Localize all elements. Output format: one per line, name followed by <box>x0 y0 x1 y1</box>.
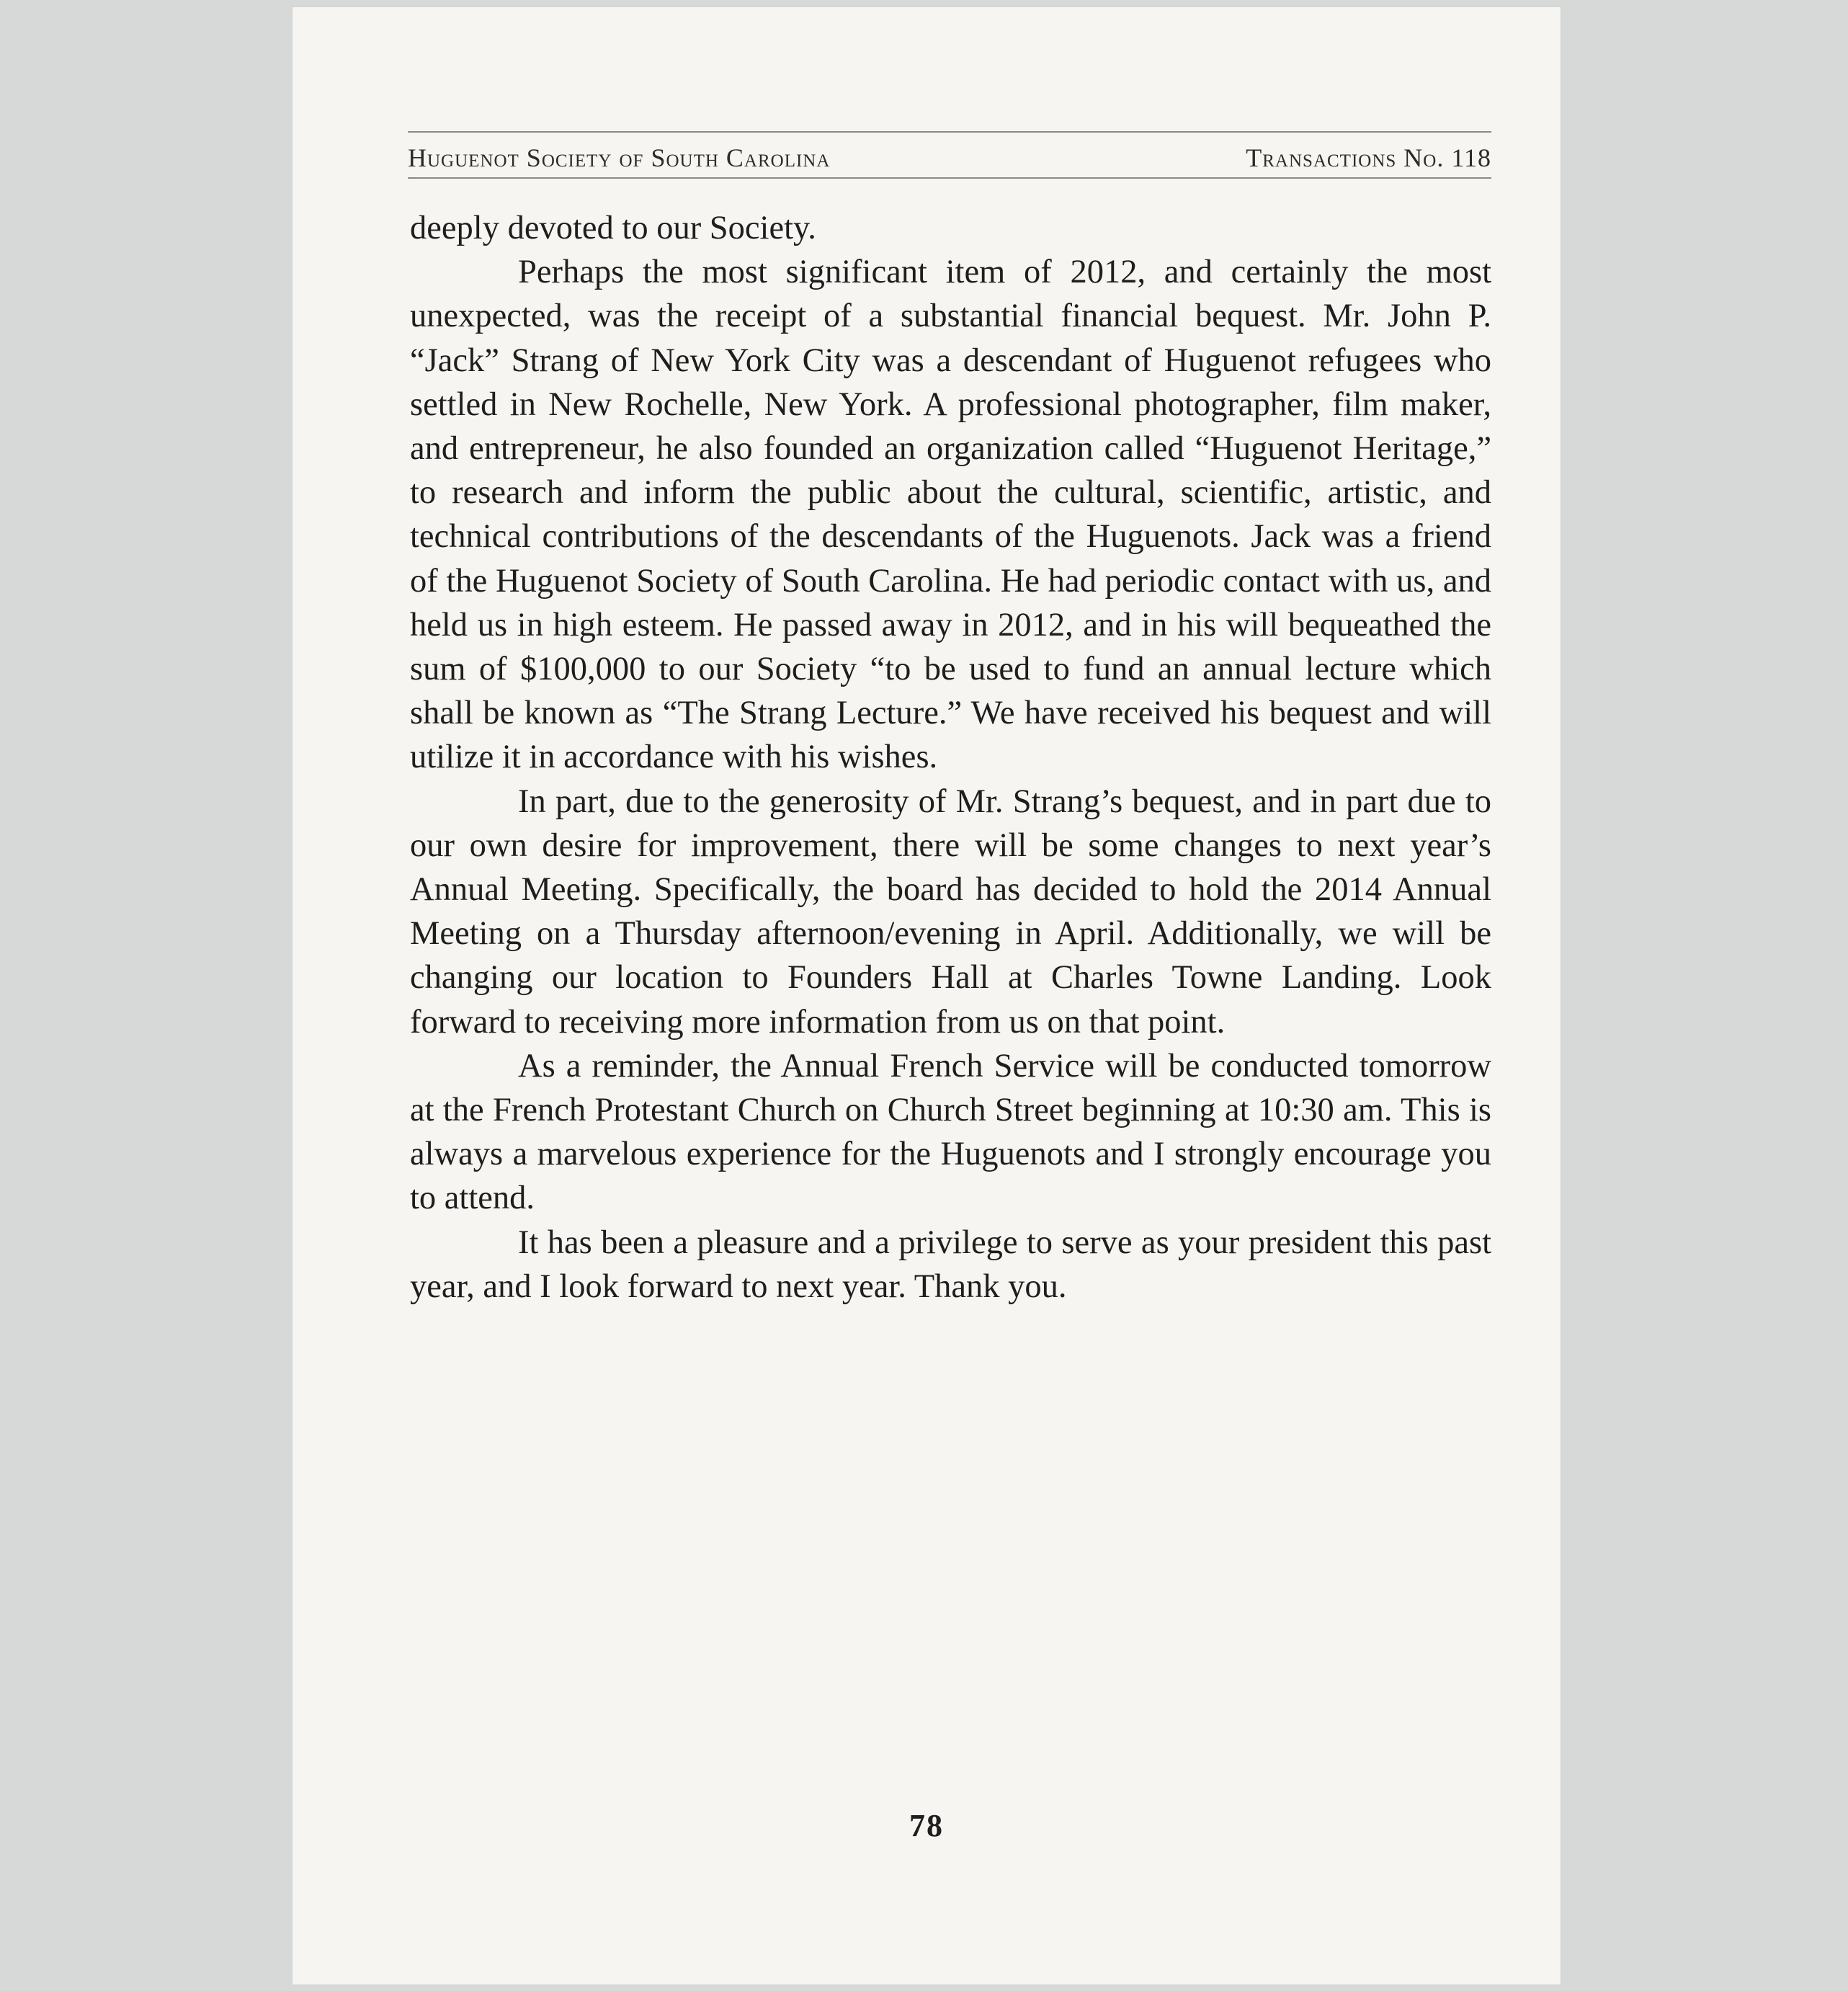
body-text <box>410 206 1491 1309</box>
paragraph-bequest: Perhaps the most significant item of 2012, and certainly the most unexpected, was the receipt of a substantial financial bequest. Mr. John P. “Jack” Strang of New York City was a descendant of Huguenot refugees who settled in New Rochelle, New York. A professional photographer, film maker, and entrepreneur, he also founded an organization called “Huguenot Heritage,” to research and inform the public about the cultural, scientific, artistic, and technical contributions of the descendants of the Huguenots. Jack was a friend of the Huguenot Society of South Carolina. He had periodic contact with us, and held us in high esteem. He passed away in 2012, and in his will bequeathed the sum of $100,000 to our Society “to be used to fund an annual lecture which shall be known as “The Strang Lecture.” We have received his bequest and will utilize it in accordance with his wishes. <box>410 254 1491 776</box>
paragraph-french-service: As a reminder, the Annual French Service will be conducted tomorrow at the French Protestant Church on Church Street beginning at 10:30 am. This is always a marvelous experience for the Huguenots and I strongly encourage you to attend. <box>410 1047 1491 1217</box>
running-head <box>408 131 1491 179</box>
paragraph-closing: It has been a pleasure and a privilege to serve as your president this past year, and I look forward to next year. Thank you. <box>410 1224 1491 1305</box>
running-head-volume: Transactions No. 118 <box>1246 143 1491 172</box>
page-number: 78 <box>909 1808 944 1843</box>
paragraph-continuation: deeply devoted to our Society. <box>410 210 816 246</box>
book-page <box>293 7 1561 1985</box>
paragraph-annual-meeting: In part, due to the generosity of Mr. Strang’s bequest, and in part due to our own desire for improvement, there will be some changes to next year’s Annual Meeting. Specifically, the board has decided to hold the 2014 Annual Meeting on a Thursday afternoon/evening in April. Additionally, we will be changing our location to Founders Hall at Charles Towne Landing. Look forward to receiving more information from us on that point. <box>410 783 1491 1041</box>
running-head-title: Huguenot Society of South Carolina <box>408 143 831 172</box>
